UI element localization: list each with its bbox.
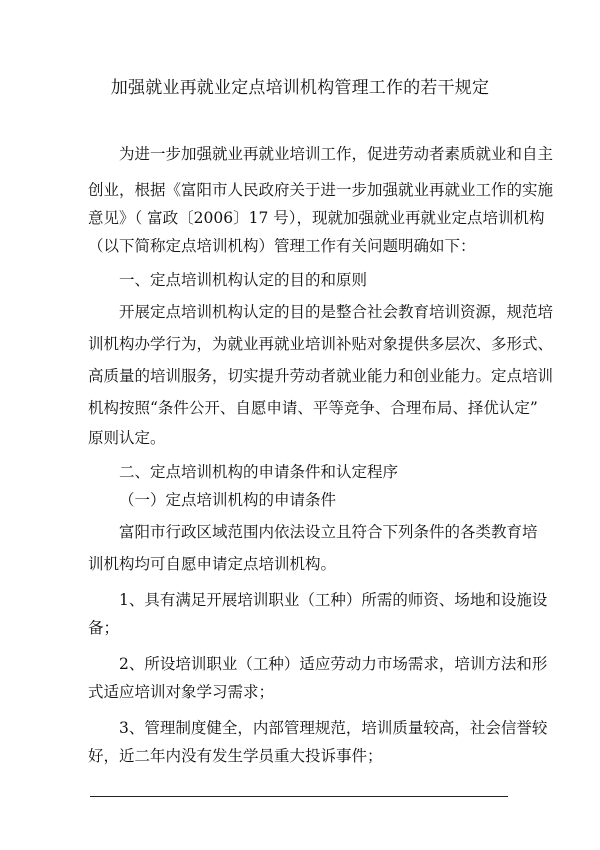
paragraph-line: 富阳市行政区域范围内依法设立且符合下列条件的各类教育培 <box>119 523 538 541</box>
paragraph-line: 训机构均可自愿申请定点培训机构。 <box>88 555 337 573</box>
paragraph-line: 原则认定。 <box>88 429 166 447</box>
paragraph-line: 开展定点培训机构认定的目的是整合社会教育培训资源，规范培 <box>119 303 554 321</box>
paragraph-line: 创业，根据《富阳市人民政府关于进一步加强就业再就业工作的实施 <box>88 181 554 199</box>
list-item-line: 2、所设培训职业（工种）适应劳动力市场需求，培训方法和形 <box>119 655 548 673</box>
list-item-line: 1、具有满足开展培训职业（工种）所需的师资、场地和设施设 <box>119 591 548 609</box>
list-item-line: 备； <box>88 619 120 637</box>
document-title: 加强就业再就业定点培训机构管理工作的若干规定 <box>110 78 490 98</box>
section-heading: 二、定点培训机构的申请条件和认定程序 <box>119 463 399 481</box>
paragraph-line: 机构按照“条件公开、自愿申请、平等竞争、合理布局、择优认定” <box>88 399 538 417</box>
list-item-line: 3、管理制度健全，内部管理规范，培训质量较高，社会信誉较 <box>119 719 548 737</box>
paragraph-line: 训机构办学行为，为就业再就业培训补贴对象提供多层次、多形式、 <box>88 335 554 353</box>
paragraph-line: 意见》（ 富政〔2006〕17 号），现就加强就业再就业定点培训机构 <box>88 209 545 227</box>
section-heading: 一、定点培训机构认定的目的和原则 <box>119 271 368 289</box>
list-item-line: 式适应培训对象学习需求； <box>88 683 275 701</box>
paragraph-line: （以下简称定点培训机构）管理工作有关问题明确如下： <box>88 237 476 255</box>
paragraph-line: 高质量的培训服务，切实提升劳动者就业能力和创业能力。定点培训 <box>88 367 554 385</box>
list-item-line: 好，近二年内没有发生学员重大投诉事件； <box>88 747 383 765</box>
footer-divider <box>90 796 508 797</box>
paragraph-line: 为进一步加强就业再就业培训工作，促进劳动者素质就业和自主 <box>119 145 554 163</box>
subsection-heading: （一）定点培训机构的申请条件 <box>119 491 337 509</box>
